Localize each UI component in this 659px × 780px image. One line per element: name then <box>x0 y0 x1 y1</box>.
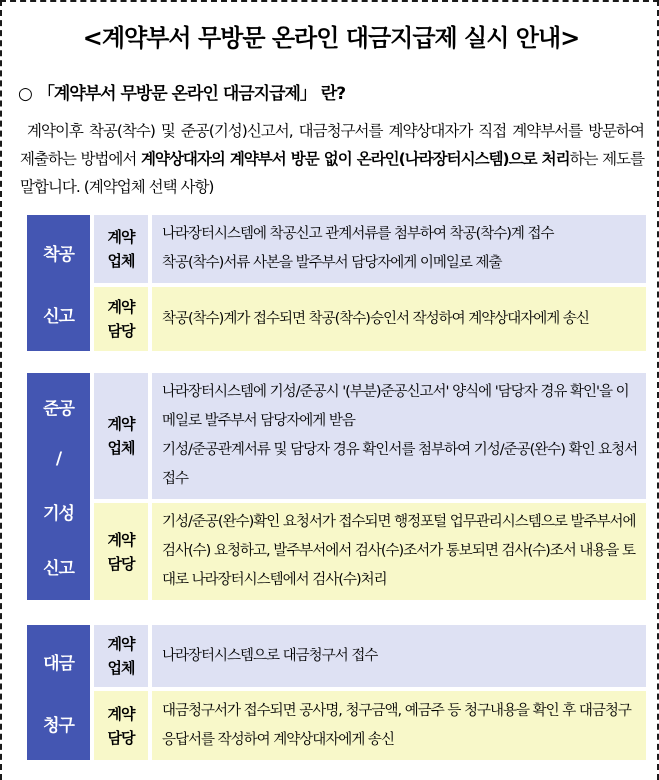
role-line: 계약 <box>107 530 135 549</box>
category-line: 준공 <box>43 399 74 419</box>
category-line: 착공 <box>43 244 74 265</box>
role-cell-officer <box>94 287 148 351</box>
table-start-report <box>27 215 646 351</box>
table-payment-request <box>27 625 646 760</box>
role-line: 계약 <box>107 298 135 316</box>
category-line: / <box>55 449 62 469</box>
circle-bullet-icon: ○ <box>18 84 32 104</box>
category-cell-start-report <box>27 215 90 351</box>
procedure-text: 기성/준공관계서류 및 담당자 경유 확인서를 첨부하여 기성/준공(완수) 확인 요청서 접수 <box>162 442 638 487</box>
role-line: 업체 <box>107 252 135 270</box>
role-line: 담당 <box>107 554 135 573</box>
role-line: 계약 <box>107 704 135 723</box>
intro-paragraph <box>20 117 644 201</box>
role-line: 담당 <box>107 322 135 340</box>
role-line: 계약 <box>107 228 135 246</box>
table-row <box>152 373 646 499</box>
definition-heading-label: 「계약부서 무방문 온라인 대금지급제」 란? <box>37 84 346 104</box>
procedure-text: 착공(착수)서류 사본을 발주부서 담당자에게 이메일로 제출 <box>162 255 502 271</box>
procedure-text: 나라장터시스템에 기성/준공시 '(부분)준공신고서' 양식에 '담당자 경유 확인'을 이메일로 발주부서 담당자에게 받음 <box>162 384 629 429</box>
table-row <box>152 215 646 283</box>
procedure-text: 나라장터시스템으로 대금청구서 접수 <box>162 647 378 664</box>
category-line: 청구 <box>43 715 74 736</box>
definition-heading <box>18 79 646 104</box>
procedure-text: 나라장터시스템에 착공신고 관계서류를 첨부하여 착공(착수)계 접수 <box>162 226 554 242</box>
category-line: 기성 <box>43 504 74 524</box>
category-line: 신고 <box>43 306 74 327</box>
procedure-text: 대금청구서가 접수되면 공사명, 청구금액, 예금주 등 청구내용을 확인 후 대금청구응답서를 작성하여 계약상대자에게 송신 <box>162 702 631 748</box>
table-row <box>152 287 646 351</box>
role-line: 업체 <box>107 659 135 677</box>
role-line: 계약 <box>107 635 135 653</box>
role-cell-contractor <box>94 373 148 499</box>
category-line: 대금 <box>43 654 74 675</box>
role-cell-contractor <box>94 625 148 687</box>
intro-text-bold: 계약상대자의 계약부서 방문 없이 온라인(나라장터시스템)으로 처리 <box>140 150 570 168</box>
intro-text-normal-2: 하는 제도를 말합니다. (계약업체 선택 사항) <box>20 150 644 196</box>
procedure-text: 착공(착수)계가 접수되면 착공(착수)승인서 작성하여 계약상대자에게 송신 <box>162 310 589 327</box>
table-completion-report <box>27 373 646 600</box>
category-cell-completion-report <box>27 373 90 600</box>
page-title: <계약부서 무방문 온라인 대금지급제 실시 안내> <box>82 24 580 52</box>
role-line: 계약 <box>107 415 135 433</box>
table-row <box>152 625 646 687</box>
table-row <box>152 691 646 760</box>
role-cell-officer <box>94 691 148 760</box>
category-line: 신고 <box>43 559 74 579</box>
procedure-text: 기성/준공(완수)확인 요청서가 접수되면 행정포털 업무관리시스템으로 발주부서에 검사(수) 요청하고, 발주부서에서 검사(수)조서가 통보되면 검사(수)조서 내용을 토대로 나라장터시스템에서 검사(수)처리 <box>162 514 636 588</box>
role-line: 담당 <box>107 728 135 747</box>
intro-text-normal-1: 계약이후 착공(착수) 및 준공(기성)신고서, 대금청구서를 계약상대자가 직접 계약부서를 방문하여 제출하는 방법에서 <box>20 122 644 168</box>
role-cell-officer <box>94 503 148 600</box>
role-line: 업체 <box>107 439 135 457</box>
role-cell-contractor <box>94 215 148 283</box>
category-cell-payment-request <box>27 625 90 760</box>
table-row <box>152 503 646 600</box>
